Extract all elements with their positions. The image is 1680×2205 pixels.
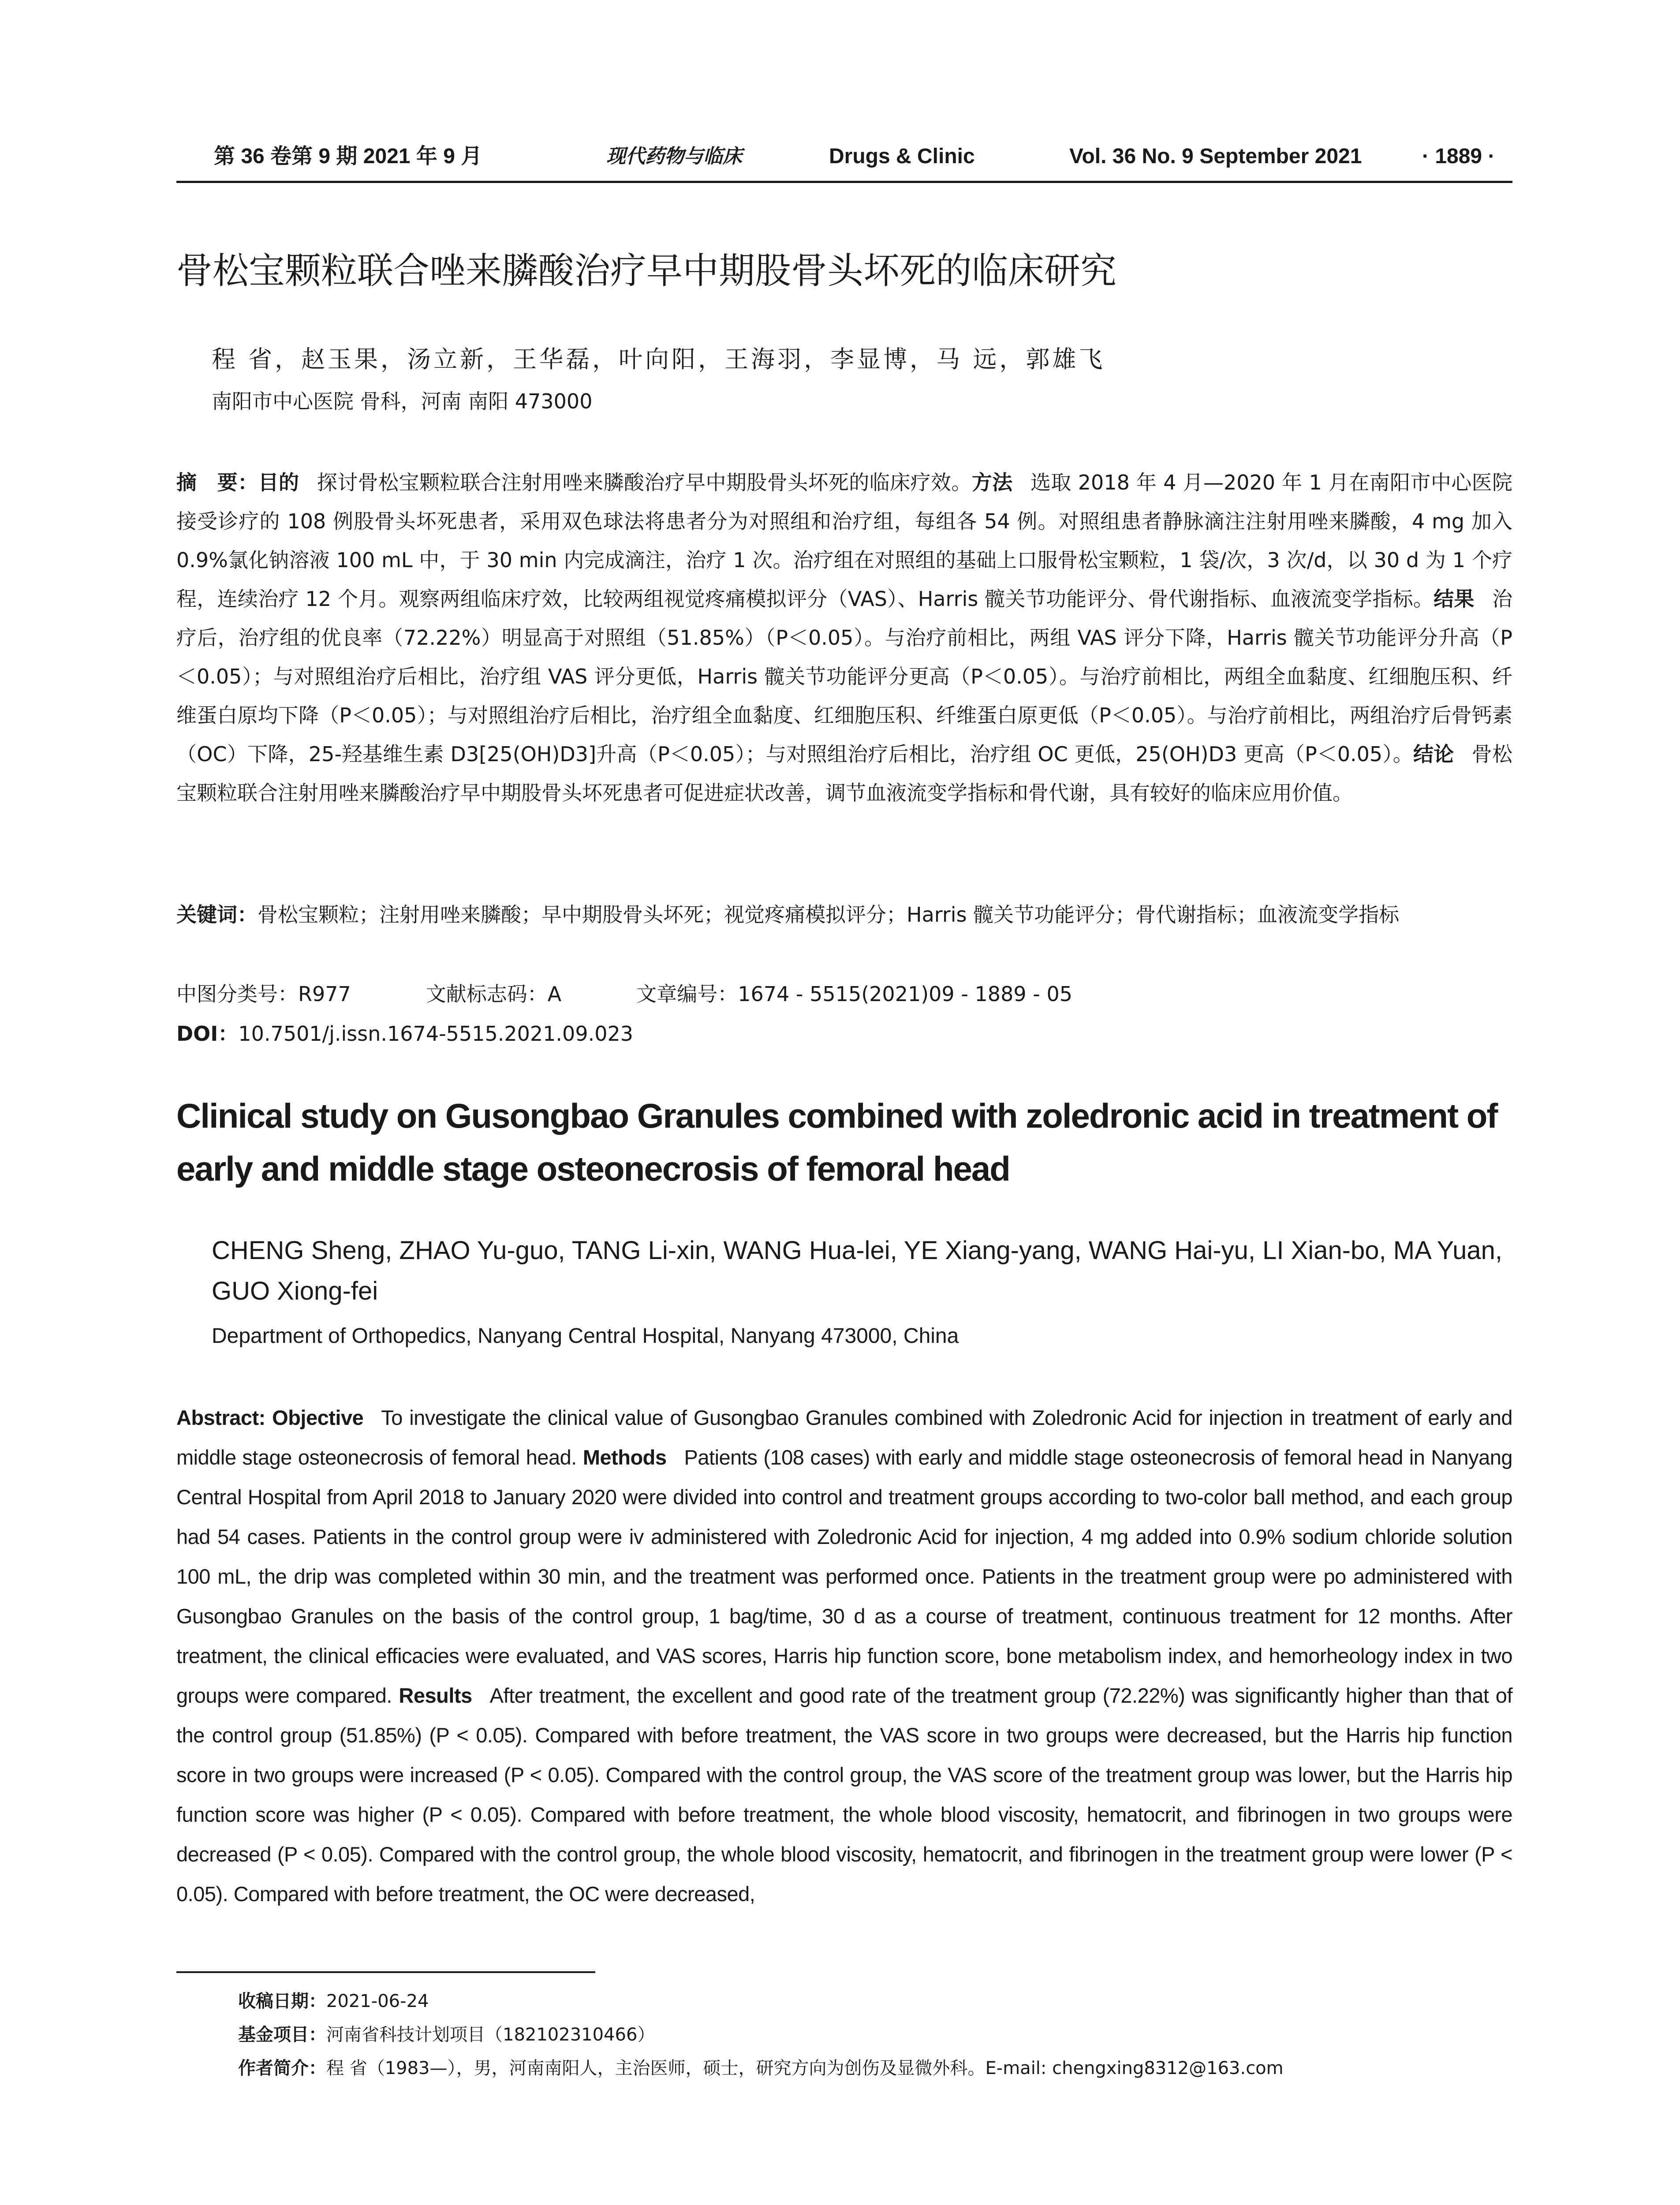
- cn-abstract: [176, 463, 1512, 812]
- cn-conclusion-label: 结论: [1413, 742, 1454, 766]
- cn-article-number: 文章编号：1674 - 5515(2021)09 - 1889 - 05: [636, 982, 1072, 1006]
- cn-document-code: 文献标志码：A: [426, 982, 562, 1006]
- cn-keywords: [176, 895, 1512, 934]
- en-abstract-label: Abstract:: [176, 1406, 265, 1429]
- cn-objective-text: 探讨骨松宝颗粒联合注射用唑来膦酸治疗早中期股骨头坏死的临床疗效。: [317, 471, 972, 494]
- received-label: 收稿日期：: [238, 1991, 326, 2011]
- doi: [176, 1014, 1512, 1053]
- cn-issue-info: 第 36 卷第 9 期 2021 年 9 月: [214, 145, 482, 168]
- en-results-label: Results: [399, 1684, 472, 1707]
- en-methods-text: Patients (108 cases) with early and middle stage osteonecrosis of femoral head in Nanyang Central Hospital from April 2018 to January 2020 were divided into control and treatment groups according to two-color ball method, and each group had 54 cases. Patients in the control group were iv administered with Zoledronic Acid for injection, 4 mg added into 0.9% sodium chloride solution 100 mL, the drip was completed within 30 min, and the treatment was performed once. Patients in the treatment group were po administered with Gusongbao Granules on the basis of the control group, 1 bag/time, 30 d as a course of treatment, continuous treatment for 12 months. After treatment, the clinical efficacies were evaluated, and VAS scores, Harris hip function score, bone metabolism index, and hemorheology index in two groups were compared.: [176, 1446, 1512, 1707]
- en-journal-name: Drugs & Clinic: [829, 145, 975, 168]
- cn-objective-label: 目的: [258, 471, 299, 494]
- running-header: [176, 132, 1512, 183]
- cn-methods-text: 选取 2018 年 4 月—2020 年 1 月在南阳市中心医院接受诊疗的 108 例股骨头坏死患者，采用双色球法将患者分为对照组和治疗组，每组各 54 例。对照组患者静脉滴注注射用唑来膦酸，4 mg 加入 0.9%氯化钠溶液 100 mL 中，于 30 min 内完成滴注，治疗 1 次。治疗组在对照组的基础上口服骨松宝颗粒，1 袋/次，3 次/d，以 30 d 为 1 个疗程，连续治疗 12 个月。观察两组临床疗效，比较两组视觉疼痛模拟评分（VAS）、Harris 髋关节功能评分、骨代谢指标、血液流变学指标。: [176, 471, 1513, 611]
- cn-affiliation: 南阳市中心医院 骨科，河南 南阳 473000: [212, 389, 593, 413]
- page-number: · 1889 ·: [1422, 145, 1495, 168]
- cn-keywords-text: 骨松宝颗粒；注射用唑来膦酸；早中期股骨头坏死；视觉疼痛模拟评分；Harris 髋关节功能评分；骨代谢指标；血液流变学指标: [258, 903, 1400, 927]
- cn-authors: 程 省，赵玉果，汤立新，王华磊，叶向阳，王海羽，李显博，马 远，郭雄飞: [212, 345, 1105, 373]
- en-authors: CHENG Sheng, ZHAO Yu-guo, TANG Li-xin, WANG Hua-lei, YE Xiang-yang, WANG Hai-yu, LI Xian-bo, MA Yuan, GUO Xiong-fei: [212, 1236, 1502, 1305]
- en-abstract: [176, 1398, 1512, 1914]
- en-objective-text: To investigate the clinical value of Gusongbao Granules combined with Zoledronic Acid for injection in treatment of early and middle stage osteonecrosis of femoral head.: [176, 1406, 1512, 1469]
- en-methods-label: Methods: [582, 1446, 667, 1469]
- cn-title: 骨松宝颗粒联合唑来膦酸治疗早中期股骨头坏死的临床研究: [176, 250, 1117, 292]
- cn-methods-label: 方法: [971, 471, 1013, 494]
- cn-journal-name: 现代药物与临床: [606, 145, 742, 168]
- doi-label: DOI：: [176, 1022, 239, 1046]
- cn-keywords-label: 关键词：: [176, 903, 258, 927]
- footnote-divider: [176, 1971, 595, 1973]
- fund-text: 河南省科技计划项目（182102310466）: [326, 2025, 655, 2045]
- doi-link[interactable]: 10.7501/j.issn.1674-5515.2021.09.023: [238, 1022, 634, 1046]
- fund-label: 基金项目：: [238, 2025, 326, 2045]
- author-bio-text: 程 省（1983—），男，河南南阳人，主治医师，硕士，研究方向为创伤及显微外科。E-mail: chengxing8312@163.com: [326, 2058, 1284, 2078]
- en-results-text: After treatment, the excellent and good rate of the treatment group (72.22%) was significantly higher than that of the control group (51.85%) (P < 0.05). Compared with before treatment, the VAS score in two groups were decreased, but the Harris hip function score in two groups were increased (P < 0.05). Compared with the control group, the VAS score of the treatment group was lower, but the Harris hip function score was higher (P < 0.05). Compared with before treatment, the whole blood viscosity, hematocrit, and fibrinogen in two groups were decreased (P < 0.05). Compared with the control group, the whole blood viscosity, hematocrit, and fibrinogen in the treatment group were lower (P < 0.05). Compared with before treatment, the OC were decreased,: [176, 1684, 1513, 1906]
- footnote-fund: [238, 2018, 1517, 2052]
- footnote-received: [238, 1984, 1517, 2018]
- cn-results-label: 结果: [1434, 587, 1475, 611]
- footnotes: [238, 1984, 1517, 2085]
- cn-clc-number: 中图分类号：R977: [176, 982, 351, 1006]
- en-objective-label: Objective: [272, 1406, 364, 1429]
- en-issue-info: Vol. 36 No. 9 September 2021: [1069, 145, 1362, 168]
- en-title: Clinical study on Gusongbao Granules combined with zoledronic acid in treatment of early and middle stage osteonecrosis of femoral head: [176, 1096, 1497, 1188]
- author-bio-label: 作者简介：: [238, 2058, 326, 2078]
- cn-conclusion-text: 骨松宝颗粒联合注射用唑来膦酸治疗早中期股骨头坏死患者可促进症状改善，调节血液流变学指标和骨代谢，具有较好的临床应用价值。: [176, 742, 1512, 805]
- cn-abstract-label: 摘 要：: [176, 471, 258, 494]
- received-date: 2021-06-24: [326, 1991, 429, 2011]
- cn-classification: [176, 975, 1512, 1013]
- footnote-author: [238, 2052, 1517, 2085]
- cn-results-text: 治疗后，治疗组的优良率（72.22%）明显高于对照组（51.85%）（P＜0.05）。与治疗前相比，两组 VAS 评分下降，Harris 髋关节功能评分升高（P＜0.05）；与对照组治疗后相比，治疗组 VAS 评分更低，Harris 髋关节功能评分更高（P＜0.05）。与治疗前相比，两组全血黏度、红细胞压积、纤维蛋白原均下降（P＜0.05）；与对照组治疗后相比，治疗组全血黏度、红细胞压积、纤维蛋白原更低（P＜0.05）。与治疗前相比，两组治疗后骨钙素（OC）下降，25-羟基维生素 D3[25(OH)D3]升高（P＜0.05）；与对照组治疗后相比，治疗组 OC 更低，25(OH)D3 更高（P＜0.05）。: [176, 587, 1513, 766]
- en-affiliation: Department of Orthopedics, Nanyang Central Hospital, Nanyang 473000, China: [212, 1324, 959, 1348]
